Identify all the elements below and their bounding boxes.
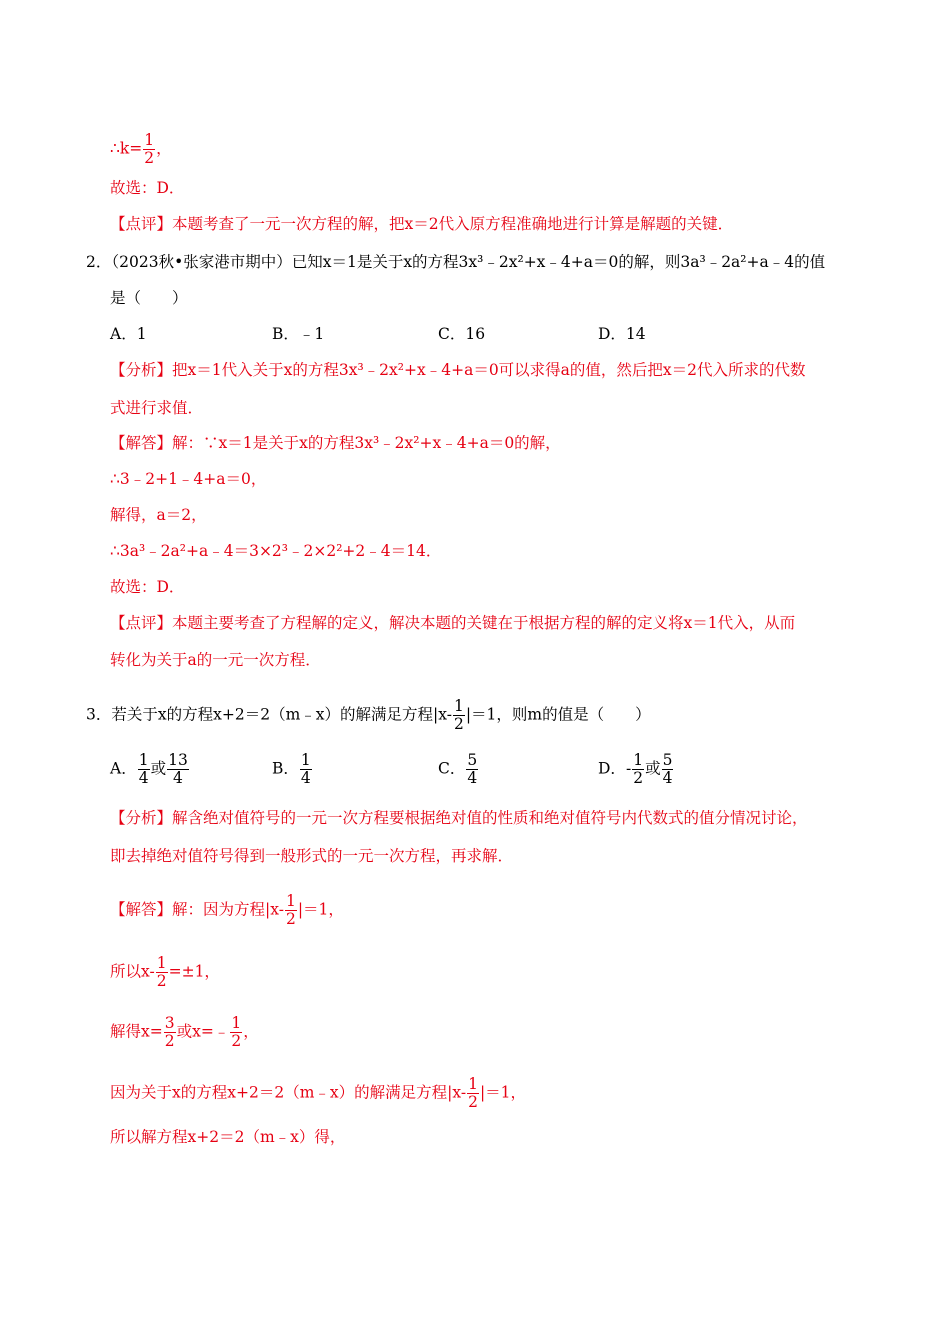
fraction-den: 4 [300,769,311,787]
or-text: 或 [645,759,661,778]
q3-stem-a: 若关于x的方程x+2＝2（m﹣x）的解满足方程|x- [111,705,452,724]
q3-answer-line3 [110,1015,259,1050]
answer-text: 解：因为方程|x- [172,900,284,919]
fraction-den: 2 [453,715,464,733]
option-label: B． [272,759,299,778]
q2-option-b[interactable]: B．﹣1 [272,325,325,343]
fraction-den: 4 [662,769,673,787]
fraction [662,752,674,787]
comment-line [110,214,733,234]
q3-stem-b: |＝1，则m的值是（ ） [465,705,651,724]
answer-tag: 【解答】 [110,434,173,452]
fraction-half [453,698,465,733]
comment-tag: 【点评】 [110,614,173,632]
q2-stem-line1 [86,252,825,272]
fraction-k [143,132,155,167]
q2-answer-line3: 解得，a＝2， [110,506,207,524]
comma: ， [156,139,172,158]
fraction-num: 1 [468,1075,478,1093]
therefore-k-text: ∴k= [110,139,143,158]
q3-answer-line1 [110,893,344,928]
q2-option-c[interactable]: C．16 [438,325,486,343]
fraction-den: 2 [156,972,167,990]
fraction-num: 1 [138,751,149,769]
minus-sign: - [625,759,632,778]
fraction-half [156,955,168,990]
q2-analysis-line1 [110,360,806,380]
answer-text-end: |＝1， [297,900,344,919]
q2-answer-line1 [110,433,561,453]
fraction [466,752,478,787]
analysis-tag: 【分析】 [110,361,173,379]
q3-option-a[interactable] [110,752,190,787]
option-label: A． [110,759,137,778]
fraction-den: 4 [467,769,478,787]
q2-stem: （2023秋•张家港市期中）已知x＝1是关于x的方程3x³﹣2x²+x﹣4+a＝0的解，则3a³﹣2a²+a﹣4的值 [111,253,826,271]
answer-text: 解得x= [110,1022,163,1041]
fraction [300,752,312,787]
fraction-half [467,1076,479,1111]
fraction-num: 1 [144,131,155,149]
q3-option-c[interactable] [438,752,479,787]
answer-text: 所以x- [110,962,155,981]
answer-text-mid: 或x=﹣ [176,1022,230,1041]
fraction-num: 1 [453,697,464,715]
answer-text: 因为关于x的方程x+2＝2（m﹣x）的解满足方程|x- [110,1083,467,1102]
fraction-num: 13 [168,751,188,769]
fraction-num: 1 [300,751,311,769]
choice-line: 故选：D． [110,179,185,197]
fraction-num: 3 [164,1014,175,1032]
q2-analysis-line2: 式进行求值． [110,399,204,417]
or-text: 或 [150,759,167,778]
comment-text: 本题考查了一元一次方程的解，把x＝2代入原方程准确地进行计算是解题的关键． [172,215,734,233]
analysis-text: 解含绝对值符号的一元一次方程要根据绝对值的性质和绝对值符号内代数式的值分情况讨论， [172,809,808,827]
fraction [632,752,644,787]
fraction [138,752,150,787]
fraction-den: 2 [144,149,155,167]
therefore-k-line [110,132,172,167]
answer-text-end: |＝1， [479,1083,527,1102]
option-label: D． [598,759,626,778]
answer-text-end: =±1， [168,962,220,981]
answer-text-end: ， [243,1022,259,1041]
analysis-tag: 【分析】 [110,809,173,827]
answer-text: 解：∵x＝1是关于x的方程3x³﹣2x²+x﹣4+a＝0的解， [172,434,561,452]
q2-option-a[interactable]: A．1 [110,325,147,343]
q2-answer-line4: ∴3a³﹣2a²+a﹣4＝3×2³﹣2×2²+2﹣4＝14． [110,542,442,560]
comment-text: 本题主要考查了方程解的定义，解决本题的关键在于根据方程的解的定义将x＝1代入，从而 [172,614,796,632]
q2-choice: 故选：D． [110,578,185,596]
q3-analysis-line2: 即去掉绝对值符号得到一般形式的一元一次方程，再求解． [110,847,514,865]
q3-stem [86,698,651,733]
fraction-num: 1 [633,751,644,769]
fraction-den: 2 [164,1032,175,1050]
fraction-half [285,893,297,928]
question-number: 2． [86,253,112,271]
fraction-num: 5 [662,751,673,769]
q3-answer-line4 [110,1076,526,1111]
q3-analysis-line1 [110,808,808,828]
q3-option-d[interactable] [598,752,674,787]
fraction-num: 5 [467,751,478,769]
answer-tag: 【解答】 [110,900,173,919]
q2-comment-line2: 转化为关于a的一元一次方程． [110,651,321,669]
fraction [164,1015,176,1050]
fraction-den: 2 [231,1032,242,1050]
fraction-num: 1 [285,892,296,910]
fraction-num: 1 [231,1014,242,1032]
fraction-den: 4 [173,769,183,787]
analysis-text: 把x＝1代入关于x的方程3x³﹣2x²+x﹣4+a＝0可以求得a的值，然后把x＝2代入所求的代数 [172,361,806,379]
fraction-den: 2 [468,1093,478,1111]
fraction-den: 4 [138,769,149,787]
q3-answer-line2 [110,955,220,990]
option-label: C． [438,759,466,778]
comment-tag: 【点评】 [110,215,173,233]
q2-answer-line2: ∴3﹣2+1﹣4+a＝0， [110,470,267,488]
q2-option-d[interactable]: D．14 [598,325,646,343]
fraction-den: 2 [285,910,296,928]
fraction [167,752,189,787]
fraction-num: 1 [156,954,167,972]
fraction [230,1015,242,1050]
question-number: 3． [86,705,112,724]
q3-answer-line5: 所以解方程x+2＝2（m﹣x）得， [110,1128,346,1146]
q2-stem-line2: 是（ ） [110,289,188,307]
fraction-den: 2 [633,769,644,787]
q3-option-b[interactable] [272,752,313,787]
q2-comment-line1 [110,613,795,633]
